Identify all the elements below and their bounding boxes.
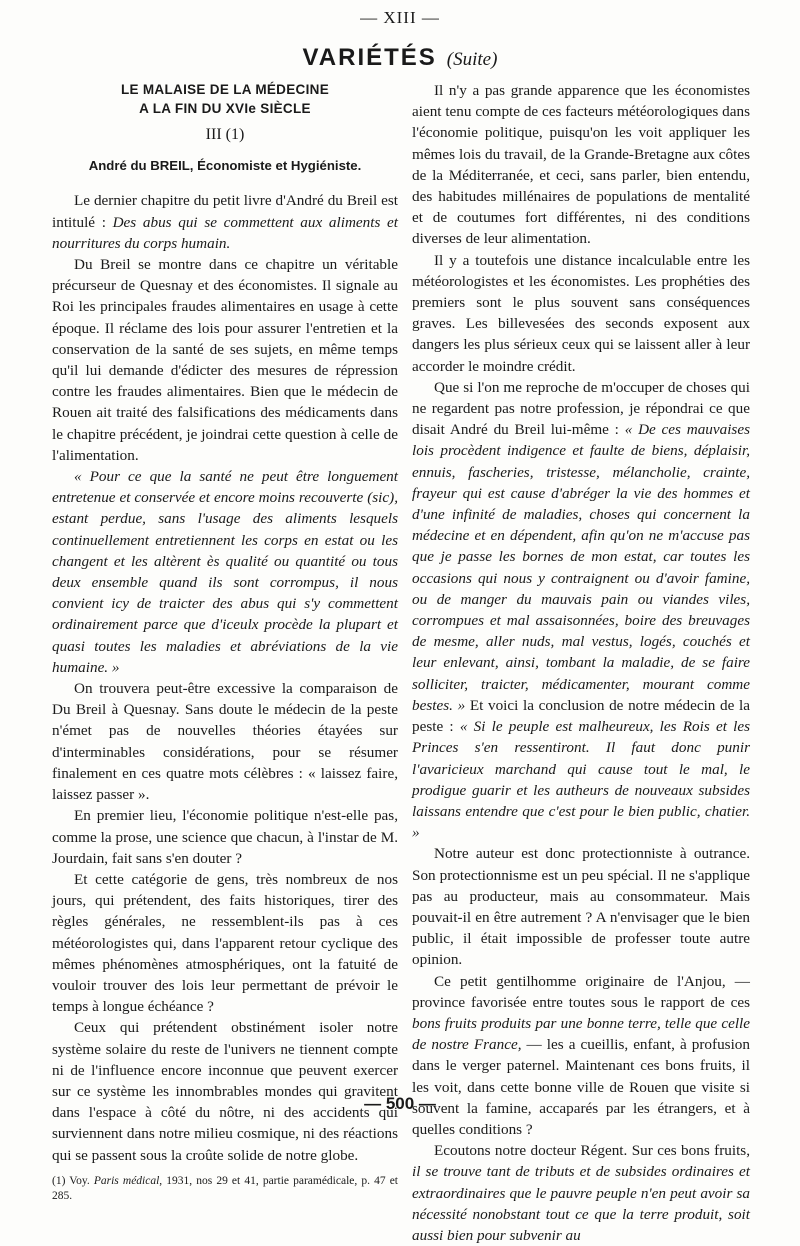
paragraph: Il n'y a pas grande apparence que les économistes aient tenu compte de ces facteurs météorologiques dans l'économie politique, puisqu'on les voit appliquer les mêmes lois du travail, de la Grande-Bretagne aux côtes de la Méditerranée, et ceci, sans parler, bien entendu, des habitudes millénaires de populations de mentalité et de coutumes fort différentes, ni des conditions diverses de leur alimentation. [412, 82, 750, 248]
page-number: — 500 — [364, 1094, 436, 1113]
article-title-line1: LE MALAISE DE LA MÉDECINE [120, 82, 329, 97]
left-column [52, 80, 398, 1204]
article-part: III (1) [205, 126, 245, 143]
footnote: (1) Voy. Paris médical, 1931, nos 29 et 41, partie paramédicale, p. 47 et 285. [52, 1174, 398, 1202]
paragraph: Du Breil se montre dans ce chapitre un véritable précurseur de Quesnay et des économistes. Il signale au Roi les principales fraudes alimentaires en usage à cette époque. Il réclame des lois pour assurer l'entretien et la conservation de la santé de ses sujets, en même temps qu'il lui demande d'édicter des mesures de répression contre les fraudes alimentaires. Bien que le médecin de Rouen ait traité des falsifications des médicaments dans le chapitre précédent, je joindrai cette question à celle de l'alimentation. [52, 256, 398, 464]
paragraph: Il y a toutefois une distance incalculable entre les météorologistes et les économistes. Les prophéties des premiers sont le plus souvent sans conséquences graves. Les billevesées des seconds exposent aux dangers les plus sérieux ceux qui se laissent aller à leur accorder le moindre crédit. [412, 251, 750, 375]
roman-page-number: — XIII — [360, 8, 440, 27]
paragraph: Que si l'on me reproche de m'occuper de choses qui ne regardent pas notre profession, je répondrai ce que disait André du Breil lui-même : « De ces mauvaises lois procèdent indigence et faulte de biens, déplaisir, ennuis, fascheries, tristesse, mélancholie, crainte, frayeur qui est cause d'abréger la vie des hommes et d'une infinité de maladies, choses qui concernent la médecine et en dépendent, afin qu'on ne m'accuse pas que je passe les bornes de mon estat, car toutes les occasions qui nous y contraignent ou d'avoir famine, ou de manger du mauvais pain ou viandes viles, corrompues et mal assaisonnées, boire des breuvages de mesme, aller nuds, mal vestus, logés, couchés et leur enlevant, ainsi, tombant la maladie, de se faire solliciter, traicter, médicamenter, mourant comme bestes. » Et voici la conclusion de notre médecin de la peste : « Si le peuple est malheureux, les Rois et les Princes s'en ressentiront. Il faut donc punir l'avaricieux marchand qui cause tout le mal, le prodigue guarir et les autheurs de nouveaux subsides laissans entendre que c'est pour le bien public, chatier. » [412, 378, 750, 842]
section-title-main: VARIÉTÉS [302, 44, 437, 71]
paragraph: Et cette catégorie de gens, très nombreux de nos jours, qui prétendent, des faits historiques, tirer des règles générales, ne ressemblent-ils pas à ces météorologistes qui, dans l'apparent retour cyclique des mêmes phénomènes atmosphériques, ont la fatuité de vouloir trouver des lois leur permettant de prévoir le temps à longue échéance ? [52, 870, 398, 1016]
section-title-suffix: (Suite) [446, 49, 498, 70]
paragraph: Ceux qui prétendent obstinément isoler notre système solaire du reste de l'univers ne tiennent compte ni de l'influence encore inconnue que peuvent exercer sur ce système les innombrables mondes qui gravitent dans l'espace à côté du nôtre, ni des accidents qui surviennent dans notre milieu cosmique, ni des réactions qui se passent sous la croûte solide de notre globe. [52, 1019, 398, 1164]
paragraph: On trouvera peut-être excessive la comparaison de Du Breil à Quesnay. Sans doute le médecin de la peste n'émet pas de nouvelles théories étayées sur d'interminables considérations, pour se résumer finalement en ces quatre mots célèbres : « laissez faire, laissez passer ». [52, 680, 398, 804]
article-author: André du BREIL, Économiste et Hygiéniste. [88, 158, 362, 174]
section-title [0, 44, 800, 72]
paragraph: Ce petit gentilhomme originaire de l'Anjou, — province favorisée entre toutes sous le rapport de ces bons fruits produits par une bonne terre, telle que celle de nostre France, — les a cueillis, enfant, à profusion dans le verger paternel. Maintenant ces bons fruits, il les voit, dans cette bonne ville de Rouen que visite si souvent la famine, accaparés par les étrangers, et à quelles conditions ? [412, 972, 750, 1138]
right-column [412, 80, 750, 1246]
paragraph: Ecoutons notre docteur Régent. Sur ces bons fruits, il se trouve tant de tributs et de subsides ordinaires et extraordinaires que le pauvre peuple n'en peut avoir sa nécessité nonobstant tout ce que la terre produit, soit aussi bien pour subvenir au [412, 1142, 750, 1244]
quote-paragraph: « Pour ce que la santé ne peut être longuement entretenue et conservée et encore moins recouverte (sic), estant perdue, sans l'usage des aliments lesquels continuellement entretiennent les corps en estat ou les changent et les altèrent ès qualité ou quantité ou tous deux ensemble quand ils sont corrompus, il nous convient icy de traicter des abus qui s'y commettent ordinairement parce que d'iceulx procède la plupart et quasi toutes les maladies et abréviations de la vie humaine. » [52, 468, 398, 676]
article-title-line2: A LA FIN DU XVIe SIÈCLE [139, 101, 311, 116]
paragraph: En premier lieu, l'économie politique n'est-elle pas, comme la prose, une science que chacun, à l'instar de M. Jourdain, fait sans s'en douter ? [52, 807, 398, 867]
article-title [52, 80, 398, 118]
paragraph: Notre auteur est donc protectionniste à outrance. Son protectionnisme est un peu spécial. Il ne s'applique pas au producteur, mais au consommateur. Mais pouvait-il en être autrement ? A n'envisager que le bien public, il était impossible de professer toute autre opinion. [412, 845, 750, 969]
paragraph: Le dernier chapitre du petit livre d'André du Breil est intitulé : Des abus qui se commettent aux aliments et nourritures du corps humain. [52, 192, 399, 252]
